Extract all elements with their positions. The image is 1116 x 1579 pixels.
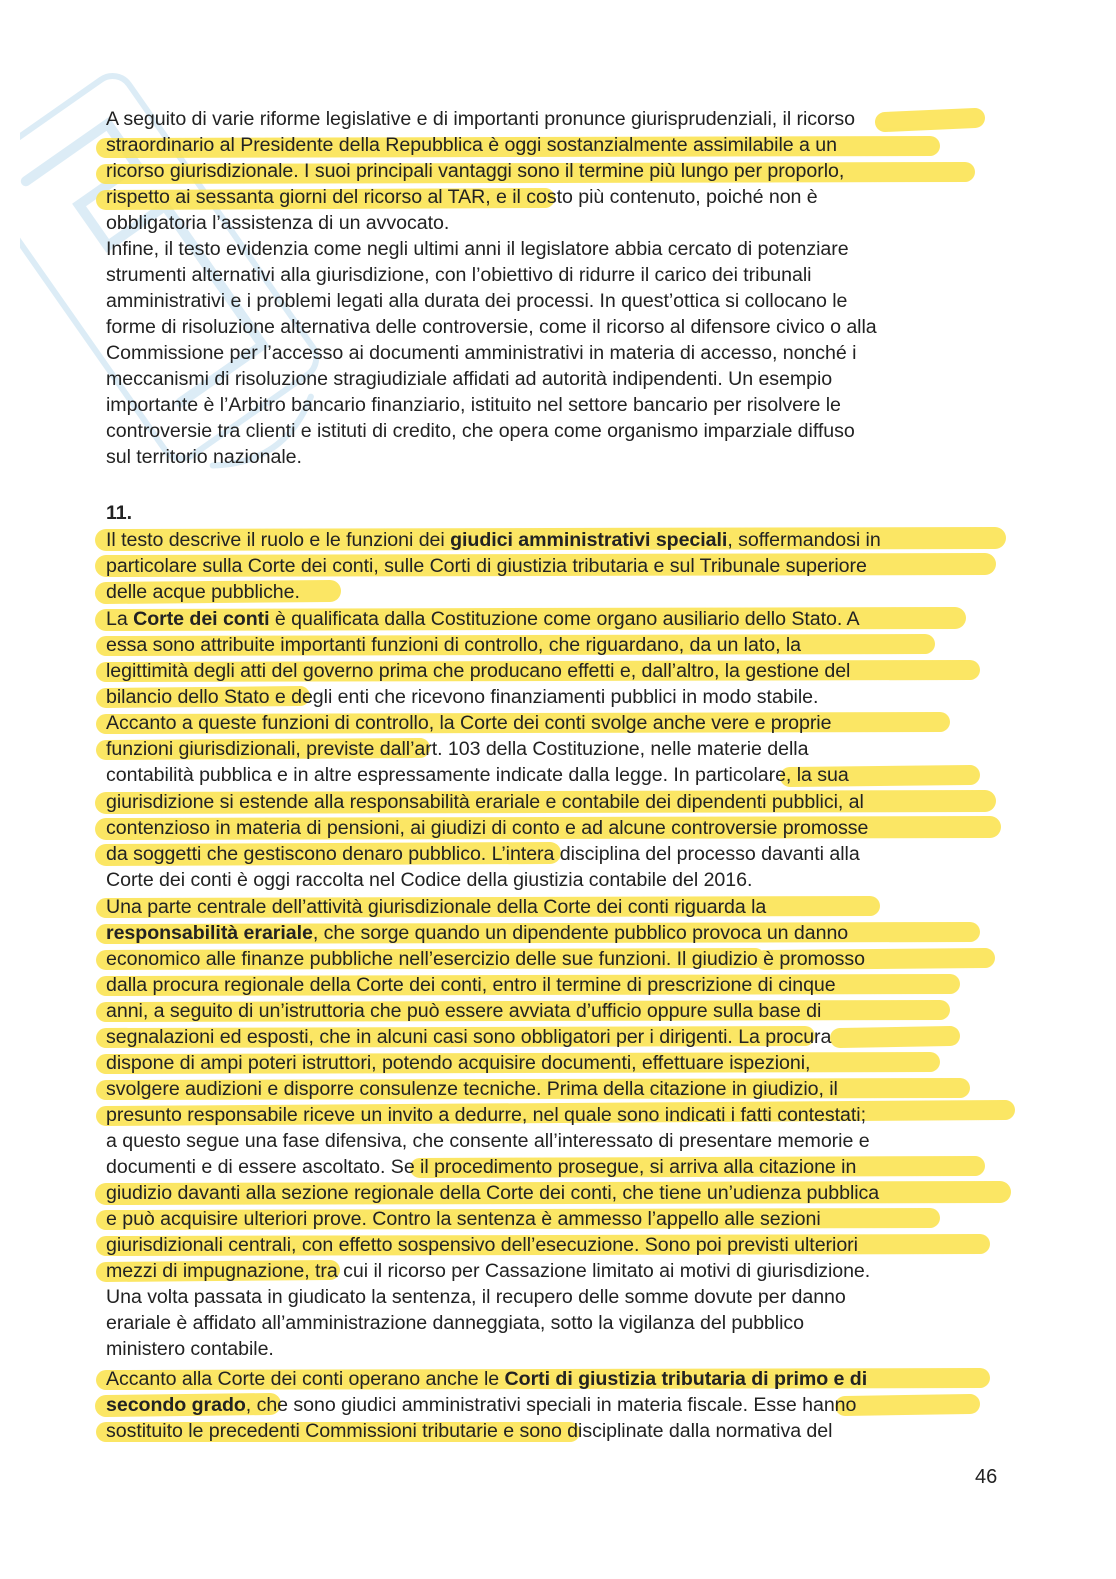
text-line: obbligatoria l’assistenza di un avvocato. bbox=[106, 212, 450, 234]
text-line: particolare sulla Corte dei conti, sulle Corti di giustizia tributaria e sul Tribunale superiore bbox=[106, 555, 867, 577]
text-line: sostituito le precedenti Commissioni tributarie e sono disciplinate dalla normativa del bbox=[106, 1420, 833, 1442]
text-line: delle acque pubbliche. bbox=[106, 581, 300, 603]
text-line: rispetto ai sessanta giorni del ricorso al TAR, e il costo più contenuto, poiché non è bbox=[106, 186, 818, 208]
text-line: dispone di ampi poteri istruttori, potendo acquisire documenti, effettuare ispezioni, bbox=[106, 1052, 811, 1074]
text-line: Accanto alla Corte dei conti operano anche le Corti di giustizia tributaria di primo e di bbox=[106, 1368, 868, 1390]
text-line: bilancio dello Stato e degli enti che ricevono finanziamenti pubblici in modo stabile. bbox=[106, 686, 819, 708]
text-line: presunto responsabile riceve un invito a dedurre, nel quale sono indicati i fatti contestati; bbox=[106, 1104, 866, 1126]
text-line: essa sono attribuite importanti funzioni di controllo, che riguardano, da un lato, la bbox=[106, 634, 802, 656]
text-line: giudizio davanti alla sezione regionale della Corte dei conti, che tiene un’udienza pubblica bbox=[106, 1182, 880, 1204]
section-heading: 11. bbox=[106, 502, 133, 524]
text-line: Infine, il testo evidenzia come negli ultimi anni il legislatore abbia cercato di potenziare bbox=[106, 238, 849, 260]
text-line: secondo grado, che sono giudici amministrativi speciali in materia fiscale. Esse hanno bbox=[106, 1394, 857, 1416]
text-line: erariale è affidato all’amministrazione danneggiata, sotto la vigilanza del pubblico bbox=[106, 1312, 804, 1334]
text-line: contenzioso in materia di pensioni, ai giudizi di conto e ad alcune controversie promosse bbox=[106, 817, 869, 839]
text-line: A seguito di varie riforme legislative e di importanti pronunce giurisprudenziali, il ricorso bbox=[106, 108, 855, 130]
text-line: straordinario al Presidente della Repubblica è oggi sostanzialmente assimilabile a un bbox=[106, 134, 837, 156]
text-line: controversie tra clienti e istituti di credito, che opera come organismo imparziale diffuso bbox=[106, 420, 855, 442]
text-line: a questo segue una fase difensiva, che consente all’interessato di presentare memorie e bbox=[106, 1130, 870, 1152]
text-line: e può acquisire ulteriori prove. Contro la sentenza è ammesso l’appello alle sezioni bbox=[106, 1208, 821, 1230]
text-line: amministrativi e i problemi legati alla durata dei processi. In quest’ottica si collocano le bbox=[106, 290, 848, 312]
text-line: segnalazioni ed esposti, che in alcuni casi sono obbligatori per i dirigenti. La procura bbox=[106, 1026, 832, 1048]
text-line: anni, a seguito di un’istruttoria che può essere avviata d’ufficio oppure sulla base di bbox=[106, 1000, 822, 1022]
text-line: funzioni giurisdizionali, previste dall’art. 103 della Costituzione, nelle materie della bbox=[106, 738, 809, 760]
text-line: strumenti alternativi alla giurisdizione, con l’obiettivo di ridurre il carico dei tribunali bbox=[106, 264, 812, 286]
text-line: ricorso giurisdizionale. I suoi principali vantaggi sono il termine più lungo per proporlo, bbox=[106, 160, 845, 182]
text-line: Il testo descrive il ruolo e le funzioni dei giudici amministrativi speciali, soffermandosi in bbox=[106, 529, 881, 551]
text-line: forme di risoluzione alternativa delle controversie, come il ricorso al difensore civico o alla bbox=[106, 316, 877, 338]
text-line: Una parte centrale dell’attività giurisdizionale della Corte dei conti riguarda la bbox=[106, 896, 767, 918]
page-number: 46 bbox=[975, 1466, 998, 1488]
text-line: ministero contabile. bbox=[106, 1338, 274, 1360]
text-line: contabilità pubblica e in altre espressamente indicate dalla legge. In particolare, la sua bbox=[106, 764, 849, 786]
text-line: responsabilità erariale, che sorge quando un dipendente pubblico provoca un danno bbox=[106, 922, 849, 944]
text-line: La Corte dei conti è qualificata dalla Costituzione come organo ausiliario dello Stato. A bbox=[106, 608, 860, 630]
text-line: mezzi di impugnazione, tra cui il ricorso per Cassazione limitato ai motivi di giurisdizione. bbox=[106, 1260, 871, 1282]
text-line: Accanto a queste funzioni di controllo, la Corte dei conti svolge anche vere e proprie bbox=[106, 712, 832, 734]
text-line: giurisdizionali centrali, con effetto sospensivo dell’esecuzione. Sono poi previsti ulteriori bbox=[106, 1234, 858, 1256]
text-line: importante è l’Arbitro bancario finanziario, istituito nel settore bancario per risolvere le bbox=[106, 394, 841, 416]
text-line: economico alle finanze pubbliche nell’esercizio delle sue funzioni. Il giudizio è promosso bbox=[106, 948, 866, 970]
text-line: legittimità degli atti del governo prima che producano effetti e, dall’altro, la gestione del bbox=[106, 660, 851, 682]
text-line: documenti e di essere ascoltato. Se il procedimento prosegue, si arriva alla citazione in bbox=[106, 1156, 857, 1178]
text-line: svolgere audizioni e disporre consulenze tecniche. Prima della citazione in giudizio, il bbox=[106, 1078, 838, 1100]
text-line: meccanismi di risoluzione stragiudiziale affidati ad autorità indipendenti. Un esempio bbox=[106, 368, 833, 390]
text-line: Commissione per l’accesso ai documenti amministrativi in materia di accesso, nonché i bbox=[106, 342, 857, 364]
text-line: giurisdizione si estende alla responsabilità erariale e contabile dei dipendenti pubblici, al bbox=[106, 791, 864, 813]
text-line: Una volta passata in giudicato la sentenza, il recupero delle somme dovute per danno bbox=[106, 1286, 846, 1308]
text-line: dalla procura regionale della Corte dei conti, entro il termine di prescrizione di cinque bbox=[106, 974, 836, 996]
text-line: sul territorio nazionale. bbox=[106, 446, 302, 468]
text-line: Corte dei conti è oggi raccolta nel Codice della giustizia contabile del 2016. bbox=[106, 869, 753, 891]
text-line: da soggetti che gestiscono denaro pubblico. L’intera disciplina del processo davanti alla bbox=[106, 843, 860, 865]
